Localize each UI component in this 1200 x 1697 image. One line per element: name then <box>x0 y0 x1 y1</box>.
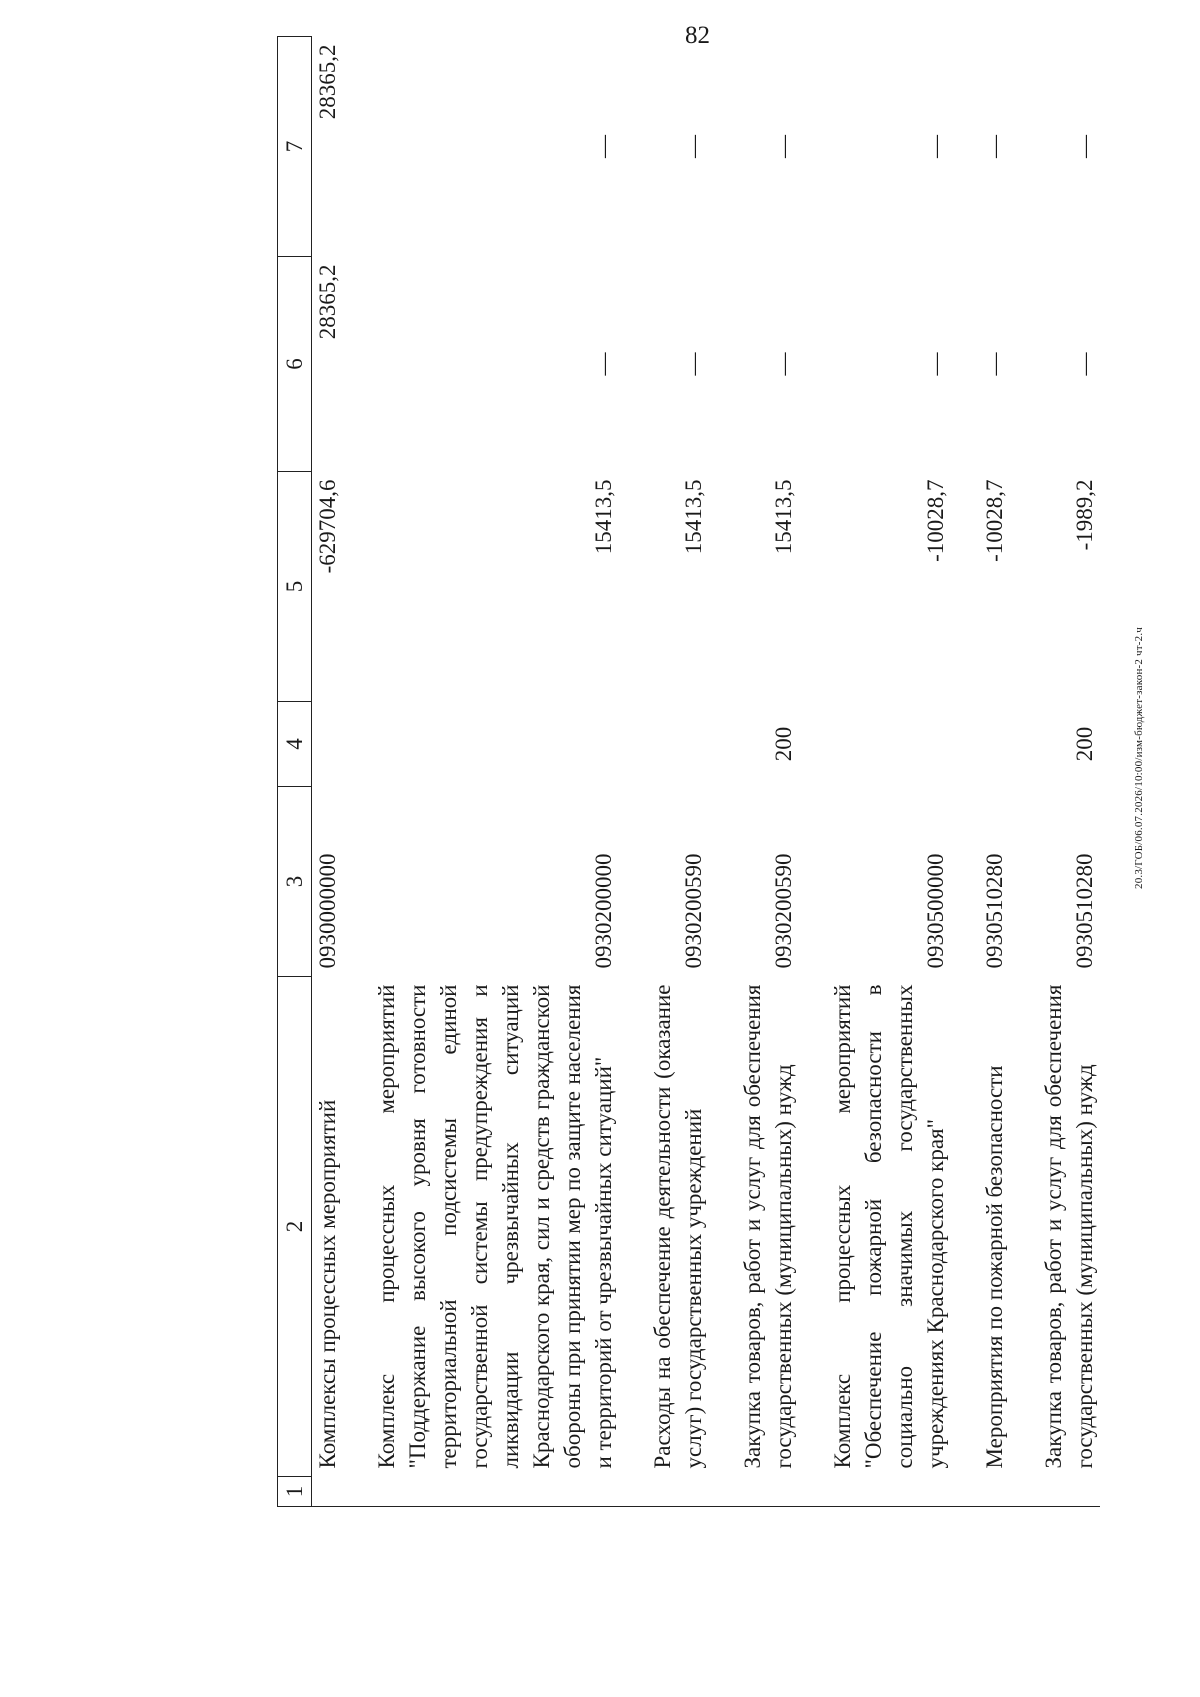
row-amount-5: 15413,5 <box>771 479 796 555</box>
row-code: 0930510280 <box>1072 853 1097 969</box>
row-description: Комплексы процессных мероприятий <box>315 1099 340 1469</box>
row-amount-5: -10028,7 <box>982 479 1007 562</box>
row-code: 0930200590 <box>771 853 796 969</box>
row-amount-7: — <box>591 135 616 158</box>
rotated-table-area <box>277 37 1157 1507</box>
row-description: Закупка товаров, работ и услуг для обеспечения государственных (муниципальных) нужд <box>1041 984 1097 1469</box>
col-header-2: 2 <box>278 977 312 1477</box>
row-amount-5: -1989,2 <box>1072 479 1097 551</box>
row-type <box>951 702 1010 787</box>
table-row <box>343 37 619 1507</box>
row-description: Мероприятия по пожарной безопасности <box>982 1065 1007 1469</box>
col-header-6: 6 <box>278 257 312 472</box>
budget-table <box>277 36 1100 1507</box>
row-amount-7: — <box>923 135 948 158</box>
row-code: 0930510280 <box>982 853 1007 969</box>
row-amount-6: 28365,2 <box>315 264 340 340</box>
row-amount-5: -629704,6 <box>315 479 340 574</box>
row-amount-6: — <box>681 352 706 376</box>
row-type <box>343 702 619 787</box>
row-code: 0930200000 <box>591 853 616 969</box>
col-header-5: 5 <box>278 472 312 702</box>
row-code: 0930500000 <box>923 853 948 969</box>
row-amount-7: — <box>771 135 796 158</box>
table-row <box>951 37 1010 1507</box>
row-amount-5: 15413,5 <box>591 479 616 555</box>
row-amount-7: — <box>681 135 706 158</box>
table-row <box>1010 37 1100 1507</box>
row-amount-6: — <box>923 352 948 376</box>
col-header-1: 1 <box>278 1477 312 1507</box>
row-num-cell <box>312 1477 344 1507</box>
row-amount-6: — <box>771 352 796 376</box>
table-row <box>619 37 709 1507</box>
row-amount-7: 28365,2 <box>315 44 340 120</box>
row-code: 0930200590 <box>681 853 706 969</box>
row-num-cell <box>709 1477 799 1507</box>
col-header-7: 7 <box>278 37 312 257</box>
row-description: Комплекс процессных мероприятий "Поддержание высокого уровня готовности территориальной подсистемы единой государственной системы предупреждения и ликвидации чрезвычайных ситуаций Краснодарского края, сил и средств гражданской обороны при принятии мер по защите населения и территорий от чрезвычайных ситуаций" <box>374 984 616 1469</box>
row-code: 0930000000 <box>315 853 340 969</box>
row-amount-5: -10028,7 <box>923 479 948 562</box>
row-num-cell <box>343 1477 619 1507</box>
row-num-cell <box>951 1477 1010 1507</box>
row-amount-6: — <box>982 352 1007 376</box>
document-stamp: 20.3/ГОБ/06.07.2026/10:00/изм-бюджет-закон-2 чт-2.ч <box>1133 626 1145 890</box>
row-type <box>312 702 344 787</box>
row-type: 200 <box>771 726 796 762</box>
row-type <box>619 702 709 787</box>
col-header-3: 3 <box>278 787 312 977</box>
row-type <box>799 702 951 787</box>
row-amount-7: — <box>982 135 1007 158</box>
row-amount-7: — <box>1072 135 1097 158</box>
row-num-cell <box>799 1477 951 1507</box>
col-header-4: 4 <box>278 702 312 787</box>
row-amount-6: — <box>591 352 616 376</box>
row-type: 200 <box>1072 726 1097 762</box>
page-number: 82 <box>685 22 710 49</box>
table-row <box>312 37 344 1507</box>
row-description: Комплекс процессных мероприятий "Обеспечение пожарной безопасности в социально значимых государственных учреждениях Краснодарского края" <box>830 984 948 1469</box>
row-description: Закупка товаров, работ и услуг для обеспечения государственных (муниципальных) нужд <box>740 984 796 1469</box>
table-row <box>799 37 951 1507</box>
table-row <box>709 37 799 1507</box>
row-num-cell <box>1010 1477 1100 1507</box>
row-amount-5: 15413,5 <box>681 479 706 555</box>
row-num-cell <box>619 1477 709 1507</box>
row-amount-6: — <box>1072 352 1097 376</box>
header-row <box>278 37 312 1507</box>
row-description: Расходы на обеспечение деятельности (оказание услуг) государственных учреждений <box>650 984 706 1469</box>
